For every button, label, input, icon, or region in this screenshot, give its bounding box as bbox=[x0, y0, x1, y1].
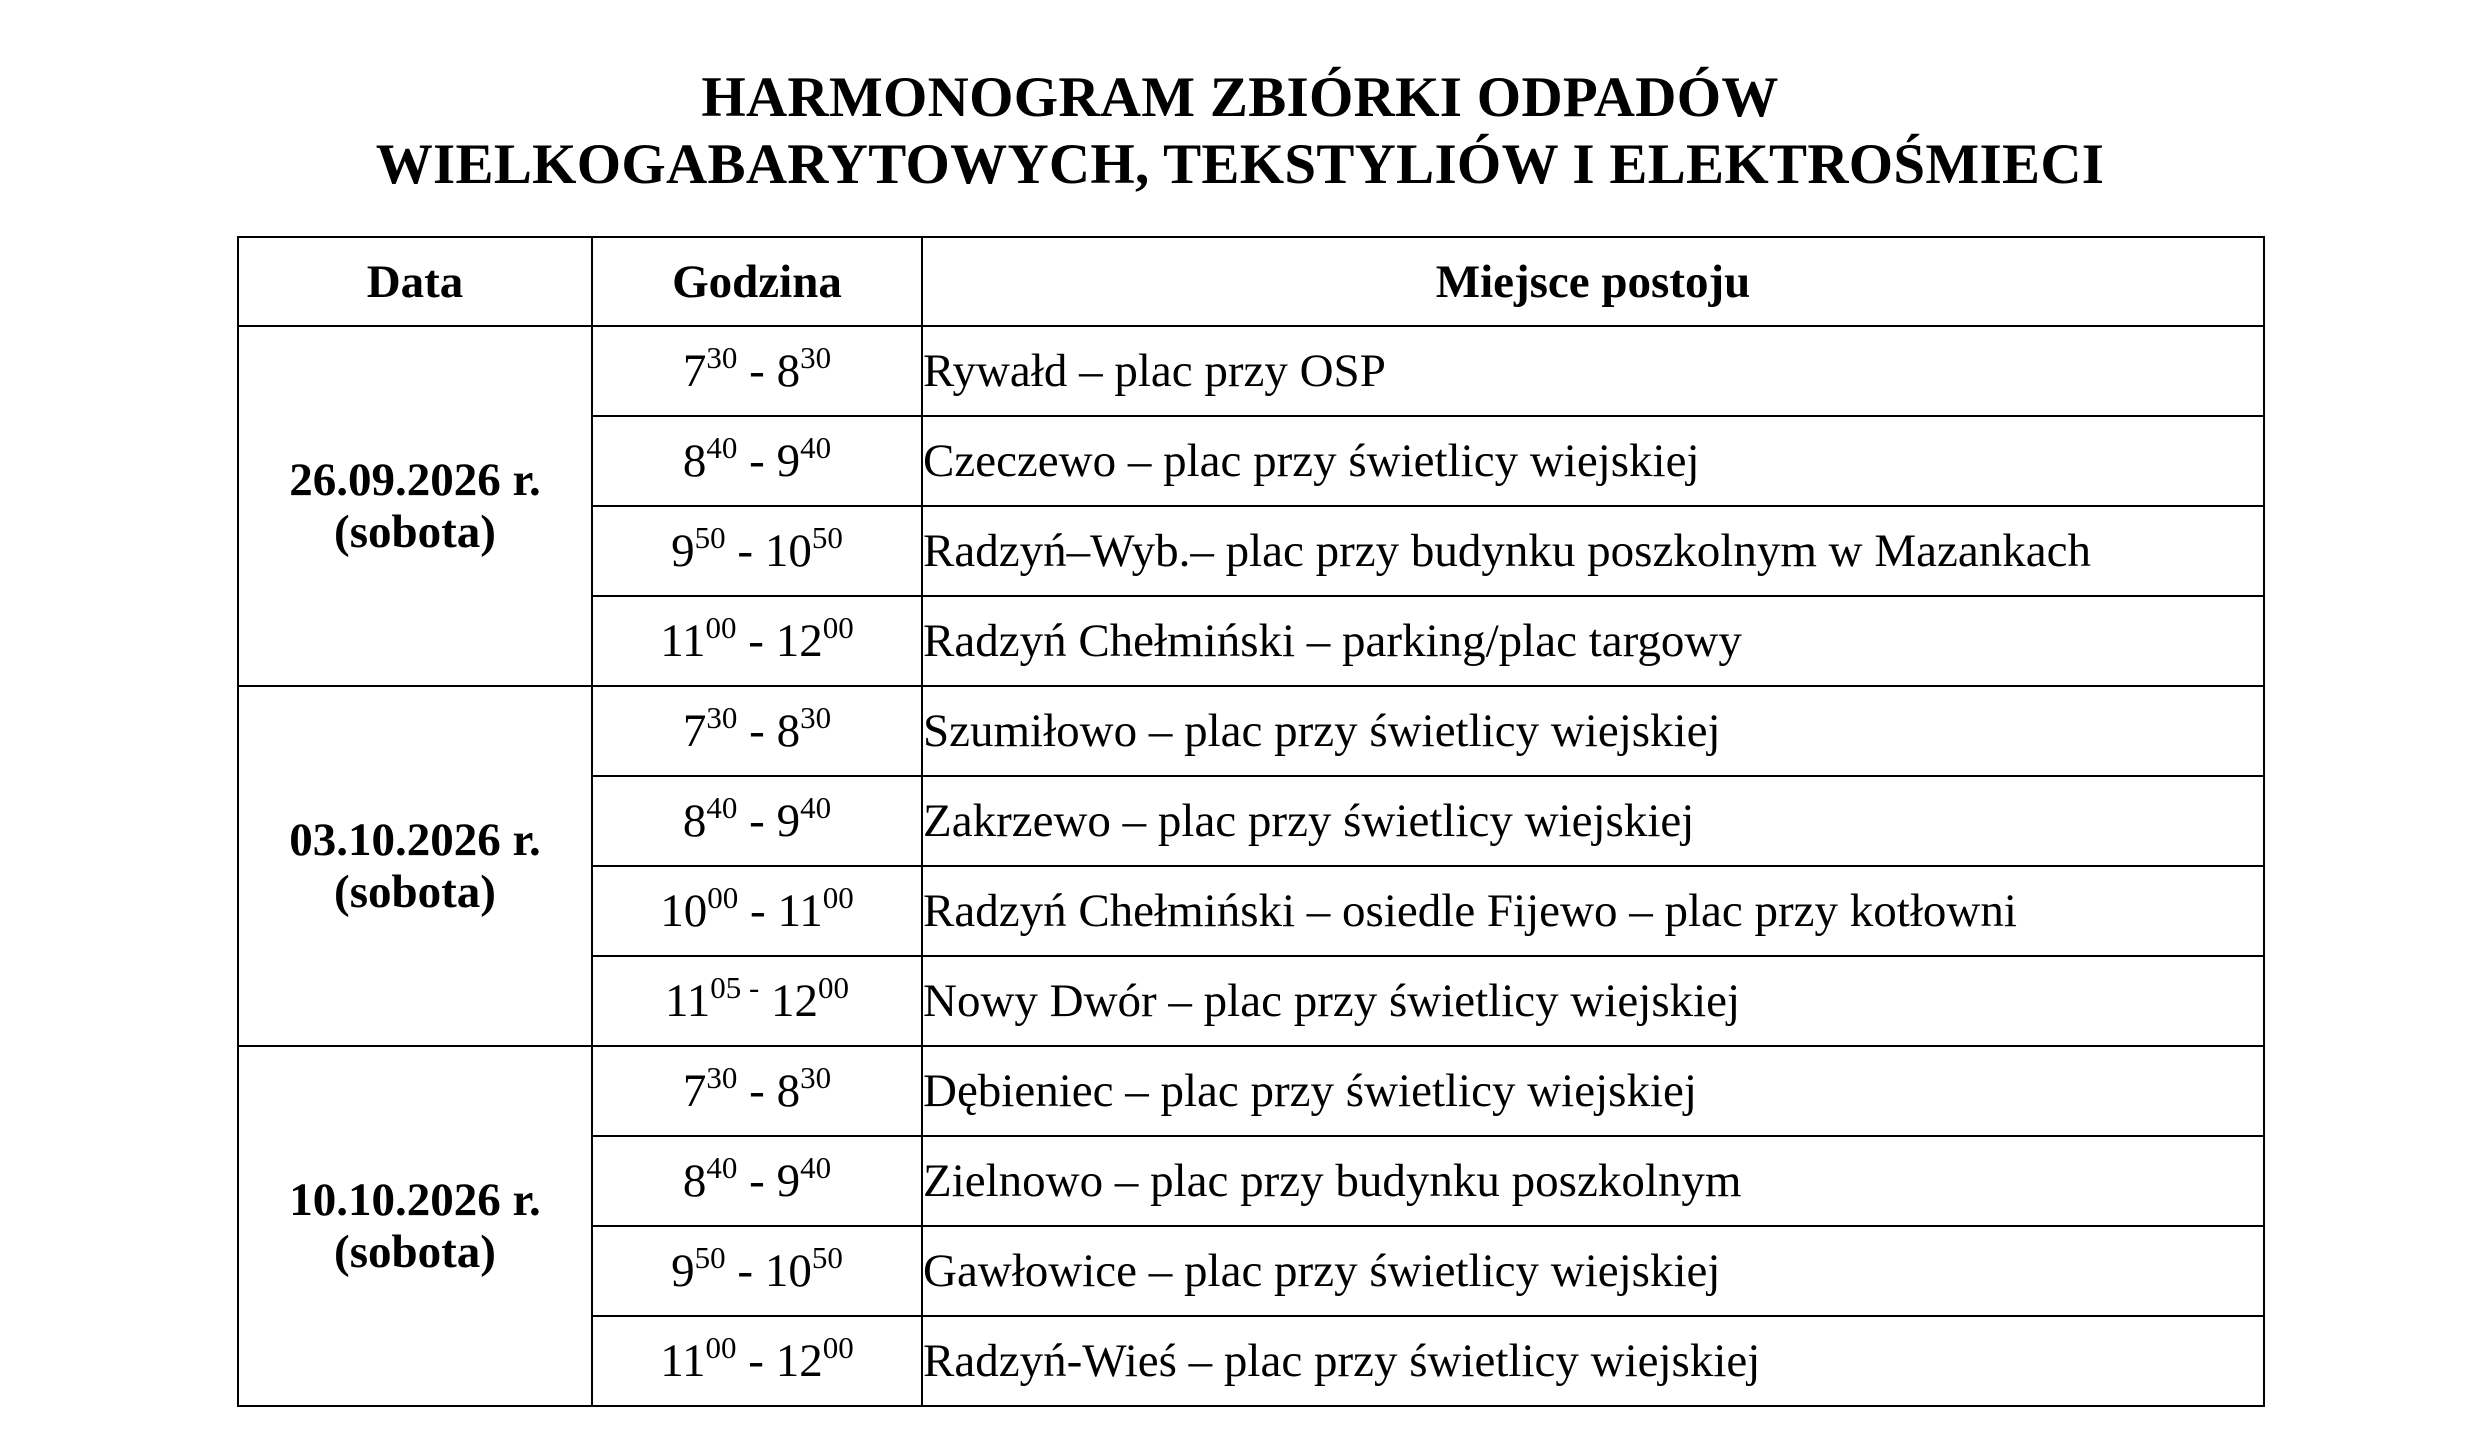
end-hour: 12 bbox=[771, 975, 819, 1027]
date-value: 10.10.2026 r. bbox=[289, 1174, 541, 1226]
header-date: Data bbox=[238, 237, 592, 326]
start-minutes: 00 bbox=[705, 610, 737, 645]
end-hour: 8 bbox=[776, 345, 801, 397]
document-title bbox=[0, 64, 2480, 198]
time-cell bbox=[592, 416, 922, 506]
time-cell bbox=[592, 1316, 922, 1406]
start-minutes: 50 bbox=[694, 1240, 726, 1275]
time-cell bbox=[592, 776, 922, 866]
end-minutes: 50 bbox=[811, 520, 843, 555]
time-separator: - bbox=[725, 525, 765, 577]
end-minutes: 00 bbox=[818, 970, 850, 1005]
time-separator: - bbox=[738, 885, 778, 937]
end-minutes: 30 bbox=[800, 340, 832, 375]
end-minutes: 40 bbox=[800, 790, 832, 825]
end-minutes: 30 bbox=[800, 1060, 832, 1095]
time-cell bbox=[592, 1046, 922, 1136]
time-separator: - bbox=[725, 1245, 765, 1297]
start-minutes: 40 bbox=[706, 790, 738, 825]
start-minutes: 05 - bbox=[710, 970, 760, 1005]
time-separator: - bbox=[737, 705, 777, 757]
schedule-body bbox=[238, 326, 2264, 1406]
table-row bbox=[238, 686, 2264, 776]
date-cell bbox=[238, 686, 592, 1046]
start-hour: 7 bbox=[682, 1065, 707, 1117]
time-separator: - bbox=[737, 435, 777, 487]
title-line-2: WIELKOGABARYTOWYCH, TEKSTYLIÓW I ELEKTROŚMIECI bbox=[375, 133, 2105, 196]
place-cell: Szumiłowo – plac przy świetlicy wiejskiej bbox=[922, 686, 2264, 776]
header-time: Godzina bbox=[592, 237, 922, 326]
start-hour: 7 bbox=[682, 345, 707, 397]
schedule-table bbox=[237, 236, 2265, 1407]
end-hour: 9 bbox=[776, 435, 801, 487]
end-minutes: 00 bbox=[822, 610, 854, 645]
time-cell bbox=[592, 866, 922, 956]
end-hour: 10 bbox=[764, 525, 812, 577]
time-cell bbox=[592, 596, 922, 686]
start-minutes: 30 bbox=[706, 340, 738, 375]
table-row bbox=[238, 1046, 2264, 1136]
place-cell: Gawłowice – plac przy świetlicy wiejskiej bbox=[922, 1226, 2264, 1316]
start-hour: 7 bbox=[682, 705, 707, 757]
place-cell: Nowy Dwór – plac przy świetlicy wiejskiej bbox=[922, 956, 2264, 1046]
end-minutes: 30 bbox=[800, 700, 832, 735]
end-hour: 9 bbox=[776, 1155, 801, 1207]
time-separator: - bbox=[736, 615, 776, 667]
time-separator: - bbox=[737, 345, 777, 397]
date-value: 26.09.2026 r. bbox=[289, 454, 541, 506]
end-hour: 8 bbox=[776, 705, 801, 757]
date-cell bbox=[238, 326, 592, 686]
place-cell: Radzyń–Wyb.– plac przy budynku poszkolnym w Mazankach bbox=[922, 506, 2264, 596]
start-minutes: 30 bbox=[706, 700, 738, 735]
start-minutes: 50 bbox=[694, 520, 726, 555]
header-row bbox=[238, 237, 2264, 326]
end-minutes: 40 bbox=[800, 1150, 832, 1185]
time-cell bbox=[592, 956, 922, 1046]
day-name: (sobota) bbox=[334, 506, 496, 558]
start-hour: 9 bbox=[671, 1245, 695, 1297]
end-minutes: 00 bbox=[822, 1330, 854, 1365]
end-hour: 12 bbox=[775, 615, 823, 667]
place-cell: Radzyń Chełmiński – osiedle Fijewo – plac przy kotłowni bbox=[922, 866, 2264, 956]
start-hour: 11 bbox=[664, 975, 711, 1027]
day-name: (sobota) bbox=[334, 866, 496, 918]
time-cell bbox=[592, 686, 922, 776]
time-separator: - bbox=[736, 1335, 776, 1387]
time-separator: - bbox=[737, 795, 777, 847]
end-hour: 11 bbox=[777, 885, 823, 937]
start-minutes: 30 bbox=[706, 1060, 738, 1095]
end-hour: 8 bbox=[776, 1065, 801, 1117]
place-cell: Radzyń-Wieś – plac przy świetlicy wiejskiej bbox=[922, 1316, 2264, 1406]
time-cell bbox=[592, 326, 922, 416]
start-minutes: 00 bbox=[707, 880, 739, 915]
time-cell bbox=[592, 506, 922, 596]
start-minutes: 40 bbox=[706, 1150, 738, 1185]
end-minutes: 00 bbox=[822, 880, 854, 915]
time-cell bbox=[592, 1226, 922, 1316]
start-minutes: 00 bbox=[705, 1330, 737, 1365]
place-cell: Zielnowo – plac przy budynku poszkolnym bbox=[922, 1136, 2264, 1226]
start-hour: 11 bbox=[660, 615, 706, 667]
start-hour: 8 bbox=[682, 435, 707, 487]
place-cell: Radzyń Chełmiński – parking/plac targowy bbox=[922, 596, 2264, 686]
start-hour: 11 bbox=[660, 1335, 706, 1387]
time-separator: - bbox=[737, 1155, 777, 1207]
end-hour: 12 bbox=[775, 1335, 823, 1387]
title-line-1: HARMONOGRAM ZBIÓRKI ODPADÓW bbox=[701, 66, 1779, 129]
end-minutes: 40 bbox=[800, 430, 832, 465]
end-hour: 10 bbox=[764, 1245, 812, 1297]
date-cell bbox=[238, 1046, 592, 1406]
place-cell: Zakrzewo – plac przy świetlicy wiejskiej bbox=[922, 776, 2264, 866]
day-name: (sobota) bbox=[334, 1226, 496, 1278]
end-minutes: 50 bbox=[811, 1240, 843, 1275]
start-hour: 8 bbox=[682, 1155, 707, 1207]
place-cell: Czeczewo – plac przy świetlicy wiejskiej bbox=[922, 416, 2264, 506]
place-cell: Dębieniec – plac przy świetlicy wiejskiej bbox=[922, 1046, 2264, 1136]
time-separator bbox=[759, 975, 771, 1027]
time-cell bbox=[592, 1136, 922, 1226]
start-hour: 8 bbox=[682, 795, 707, 847]
end-hour: 9 bbox=[776, 795, 801, 847]
start-minutes: 40 bbox=[706, 430, 738, 465]
time-separator: - bbox=[737, 1065, 777, 1117]
table-row bbox=[238, 326, 2264, 416]
place-cell: Rywałd – plac przy OSP bbox=[922, 326, 2264, 416]
date-value: 03.10.2026 r. bbox=[289, 814, 541, 866]
start-hour: 10 bbox=[660, 885, 708, 937]
start-hour: 9 bbox=[671, 525, 695, 577]
header-place: Miejsce postoju bbox=[922, 237, 2264, 326]
